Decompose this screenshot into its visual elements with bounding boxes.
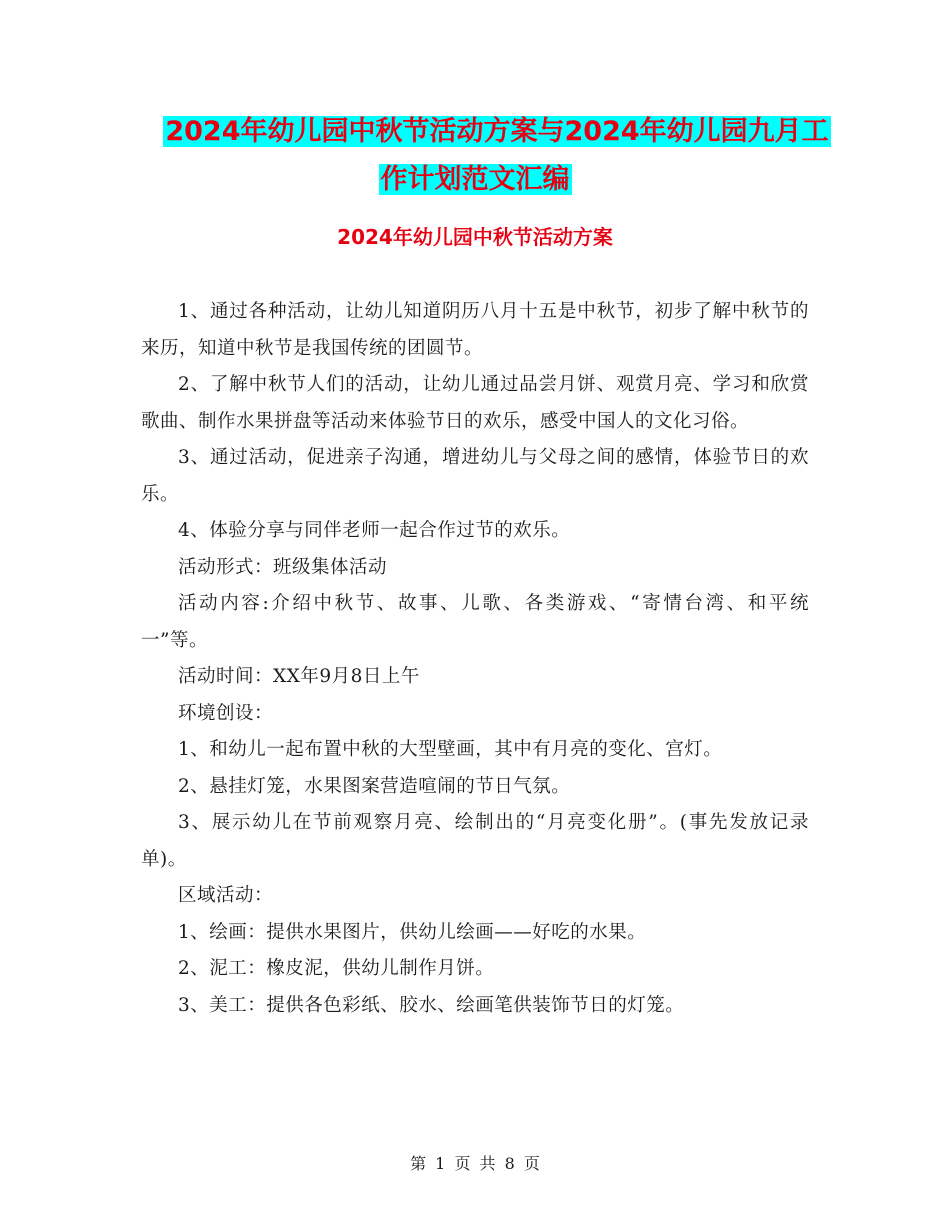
page-footer: 第 1 页 共 8 页 (410, 1154, 540, 1173)
paragraph-activity-content: 活动内容:介绍中秋节、故事、儿歌、各类游戏、“寄情台湾、和平统一”等。 (141, 593, 809, 651)
paragraph-activity-form: 活动形式：班级集体活动 (178, 556, 388, 578)
paragraph-area-1: 1、绘画：提供水果图片，供幼儿绘画——好吃的水果。 (178, 921, 647, 943)
paragraph-objective-3: 3、通过活动，促进亲子沟通，增进幼儿与父母之间的感情，体验节日的欢乐。 (141, 447, 809, 505)
document-title-line-2: 作计划范文汇编 (380, 164, 570, 195)
paragraph-environment-heading: 环境创设： (178, 702, 274, 724)
section-title: 2024年幼儿园中秋节活动方案 (337, 225, 613, 249)
paragraph-area-heading: 区域活动： (178, 885, 274, 906)
paragraph-objective-2: 2、了解中秋节人们的活动，让幼儿通过品尝月饼、观赏月亮、学习和欣赏歌曲、制作水果拼盘等活动来体验节日的欢乐，感受中国人的文化习俗。 (141, 374, 809, 432)
paragraph-environment-2: 2、悬挂灯笼，水果图案营造喧闹的节日气氛。 (178, 775, 571, 797)
document-title-line-1: 2024年幼儿园中秋节活动方案与2024年幼儿园九月工 (165, 116, 829, 147)
document-body (141, 294, 809, 1024)
paragraph-objective-1: 1、通过各种活动，让幼儿知道阴历八月十五是中秋节，初步了解中秋节的来历，知道中秋节是我国传统的团圆节。 (141, 301, 809, 359)
paragraph-area-3: 3、美工：提供各色彩纸、胶水、绘画笔供装饰节日的灯笼。 (178, 994, 685, 1016)
paragraph-activity-time: 活动时间：XX年9月8日上午 (178, 666, 420, 687)
paragraph-environment-1: 1、和幼儿一起布置中秋的大型壁画，其中有月亮的变化、宫灯。 (178, 739, 723, 760)
document-title (0, 108, 950, 204)
paragraph-environment-3: 3、展示幼儿在节前观察月亮、绘制出的“月亮变化册”。(事先发放记录单)。 (141, 812, 809, 870)
paragraph-area-2: 2、泥工：橡皮泥，供幼儿制作月饼。 (178, 958, 495, 979)
paragraph-objective-4: 4、体验分享与同伴老师一起合作过节的欢乐。 (178, 520, 571, 541)
